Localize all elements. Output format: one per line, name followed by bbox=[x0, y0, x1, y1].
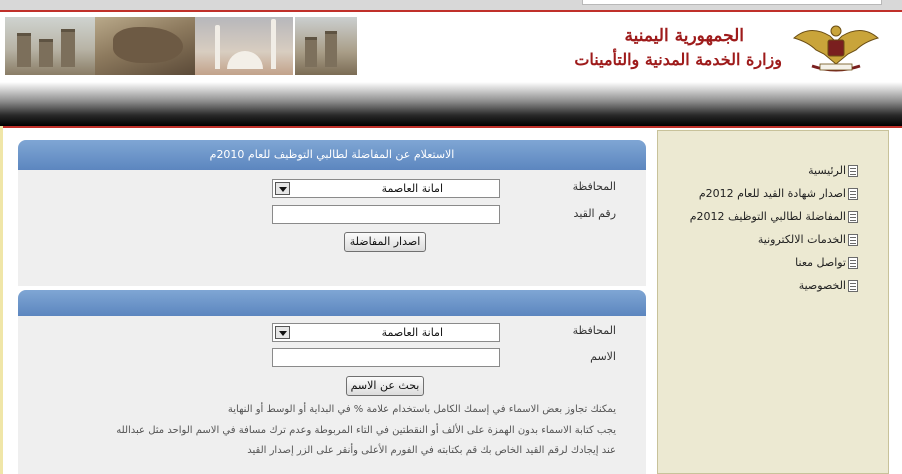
sidebar-item-label: المفاضلة لطالبي التوظيف 2012م bbox=[689, 210, 846, 223]
minaret bbox=[215, 25, 220, 69]
minaret bbox=[271, 19, 276, 69]
search-name-button[interactable]: بحث عن الاسم bbox=[346, 376, 424, 396]
ruin-column bbox=[39, 39, 53, 67]
sidebar-item-label: الخصوصية bbox=[798, 279, 846, 292]
governorate-label: المحافظة bbox=[572, 324, 616, 337]
sidebar-item-label: الخدمات الالكترونية bbox=[757, 233, 846, 246]
rock-photo bbox=[95, 17, 195, 75]
page-icon bbox=[848, 257, 858, 269]
sidebar-item-label: تواصل معنا bbox=[795, 256, 846, 269]
record-number-label: رقم القيد bbox=[573, 207, 616, 220]
country-name: الجمهورية اليمنية bbox=[624, 26, 744, 46]
header-gradient-band bbox=[0, 82, 902, 126]
ruin-column bbox=[325, 31, 337, 67]
search-note: يمكنك تجاوز بعض الاسماء في إسمك الكامل باستخدام علامة % في البداية أو الوسط أو النهاية bbox=[227, 404, 616, 415]
governorate-label: المحافظة bbox=[572, 180, 616, 193]
rock-shape bbox=[113, 27, 183, 63]
governorate-select[interactable] bbox=[272, 323, 500, 342]
page-icon bbox=[848, 280, 858, 292]
ruins-photo bbox=[5, 17, 95, 75]
dome bbox=[227, 51, 263, 69]
content-left-border bbox=[0, 126, 3, 474]
ruin-column bbox=[61, 29, 75, 67]
name-search-panel bbox=[18, 290, 646, 474]
governorate-selected-value: امانة العاصمة bbox=[381, 182, 443, 195]
sidebar-item-e-services[interactable] bbox=[668, 228, 858, 251]
sidebar-item-privacy[interactable] bbox=[668, 274, 858, 297]
sidebar-item-registration-certificate[interactable] bbox=[668, 182, 858, 205]
name-input[interactable] bbox=[272, 348, 500, 367]
page-icon bbox=[848, 165, 858, 177]
top-search-strip[interactable] bbox=[582, 0, 882, 5]
chevron-down-icon[interactable] bbox=[275, 182, 290, 195]
ranking-inquiry-panel bbox=[18, 140, 646, 286]
issue-ranking-button[interactable]: اصدار المفاضلة bbox=[344, 232, 426, 252]
ruin-column bbox=[305, 37, 317, 67]
sidebar-item-home[interactable] bbox=[668, 159, 858, 182]
panel-title: الاستعلام عن المفاضلة لطالبي التوظيف للعام 2010م bbox=[18, 140, 646, 170]
record-number-input[interactable] bbox=[272, 205, 500, 224]
sidebar bbox=[657, 130, 889, 474]
sidebar-item-label: الرئيسية bbox=[808, 164, 846, 177]
ministry-name: وزارة الخدمة المدنية والتأمينات bbox=[574, 50, 782, 69]
tower-photo bbox=[295, 17, 357, 75]
sidebar-nav bbox=[668, 159, 858, 297]
sidebar-item-label: اصدار شهادة القيد للعام 2012م bbox=[698, 187, 846, 200]
page-icon bbox=[848, 211, 858, 223]
sidebar-item-contact[interactable] bbox=[668, 251, 858, 274]
search-note: عند إيجادك لرقم القيد الخاص بك قم بكتابته في الفورم الأعلى وأنقر على الزر إصدار القيد bbox=[247, 445, 616, 456]
eagle-emblem-icon bbox=[790, 20, 882, 74]
mosque-photo bbox=[195, 17, 293, 75]
main-content bbox=[18, 140, 646, 474]
page-icon bbox=[848, 234, 858, 246]
ruin-column bbox=[17, 33, 31, 67]
governorate-select[interactable] bbox=[272, 179, 500, 198]
governorate-selected-value: امانة العاصمة bbox=[381, 326, 443, 339]
chevron-down-icon[interactable] bbox=[275, 326, 290, 339]
content-top-border bbox=[0, 126, 902, 128]
name-label: الاسم bbox=[590, 350, 616, 363]
sidebar-item-job-ranking[interactable] bbox=[668, 205, 858, 228]
panel-title bbox=[18, 290, 646, 316]
page-icon bbox=[848, 188, 858, 200]
search-note: يجب كتابة الاسماء بدون الهمزة على الألف أو النقطتين في التاء المربوطة وعدم ترك مسافة في الاسم الواحد مثل عبدالله bbox=[116, 425, 616, 436]
brand-block bbox=[562, 20, 882, 78]
top-bar bbox=[0, 0, 902, 12]
header-banner bbox=[0, 14, 902, 82]
